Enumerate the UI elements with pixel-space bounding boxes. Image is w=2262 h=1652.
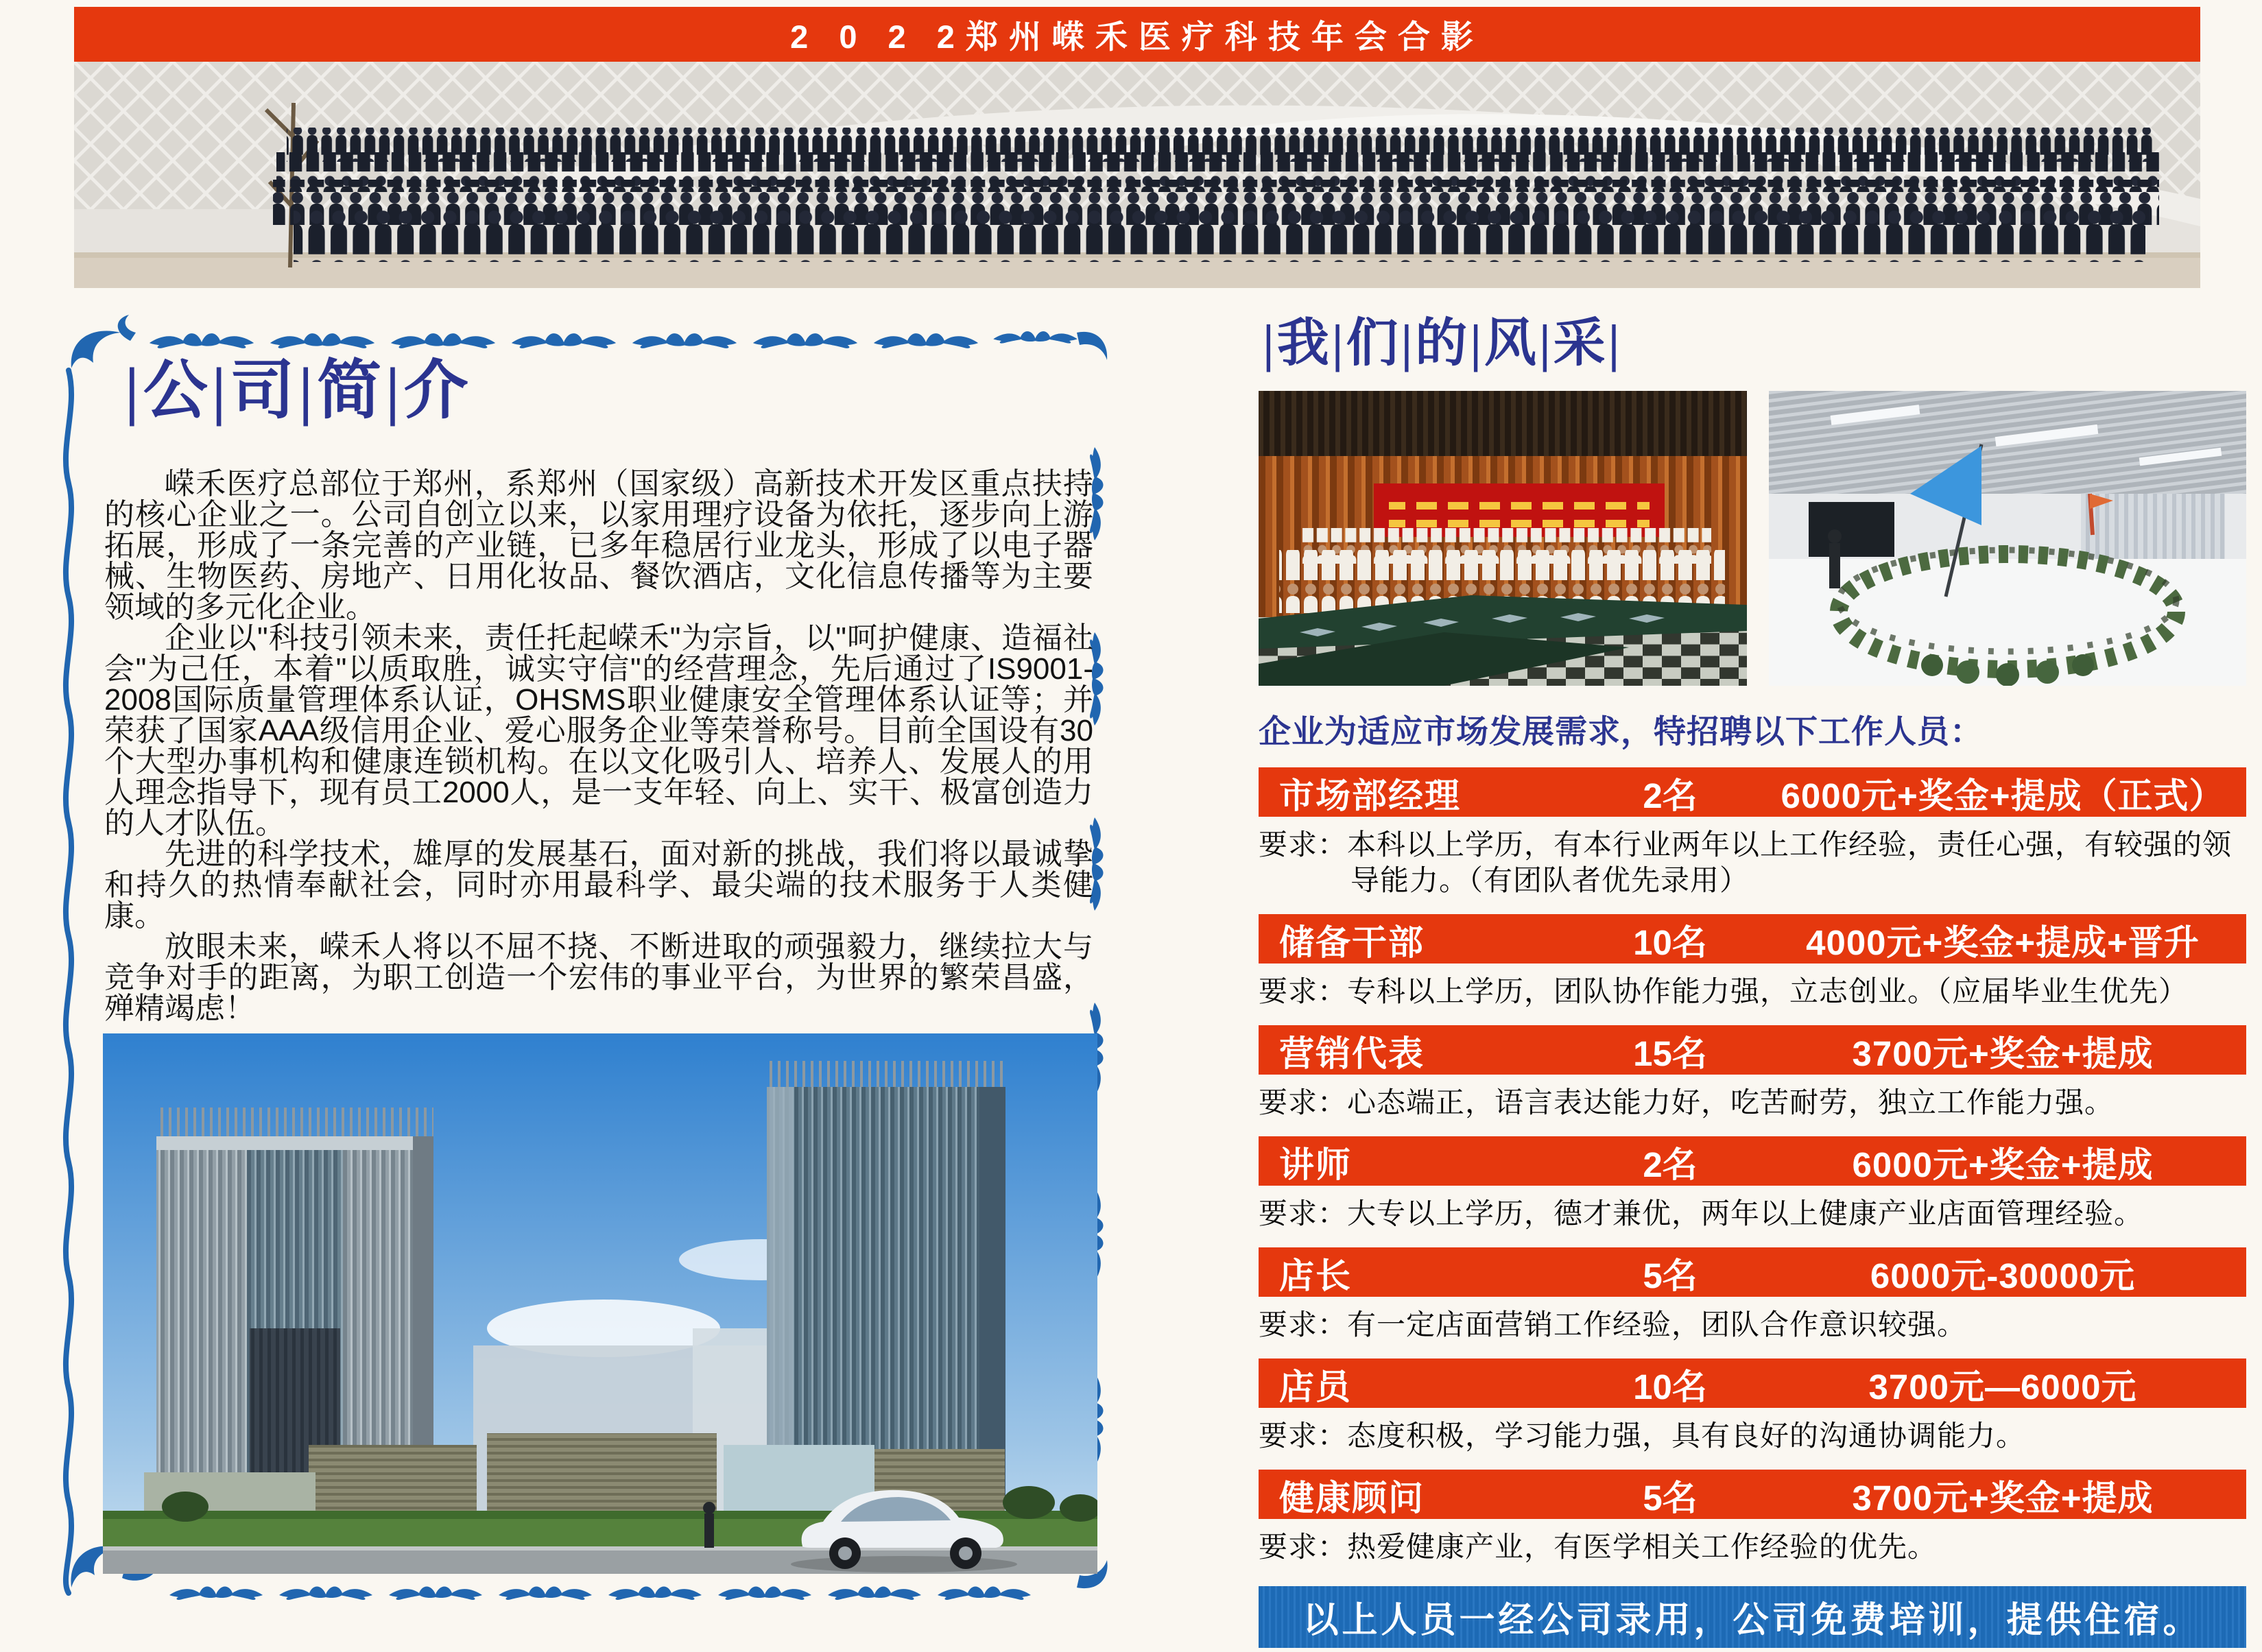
job-title: 健康顾问 [1279, 1478, 1425, 1518]
job-title: 店长 [1279, 1256, 1353, 1295]
job-requirement: 要求：本科以上学历，有本行业两年以上工作经验，责任心强，有较强的领导能力。（有团队者优先录用） [1259, 829, 2233, 897]
job-title: 店员 [1279, 1367, 1353, 1406]
job-title: 营销代表 [1279, 1033, 1425, 1073]
annual-meeting-group-photo [74, 62, 2200, 288]
job-count: 5名 [1643, 1256, 1698, 1295]
company-intro-panel [48, 305, 1128, 1642]
company-paragraph: 先进的科学技术，雄厚的发展基石，面对新的挑战，我们将以最诚挚和持久的热情奉献社会，同时亦用最科学、最尖端的技术服务于人类健康。 [104, 837, 1093, 933]
meeting-photo-illustration [1259, 391, 1747, 686]
job-requirement: 要求：热爱健康产业，有医学相关工作经验的优先。 [1259, 1531, 1938, 1564]
job-count: 15名 [1633, 1033, 1707, 1073]
company-paragraph: 嵘禾医疗总部位于郑州，系郑州（国家级）高新技术开发区重点扶持的核心企业之一。公司自创立以来，以家用理疗设备为依托，逐步向上游拓展，形成了一条完善的产业链，已多年稳居行业龙头，形成了以电子器械、生物医药、房地产、日用化妆品、餐饮酒店，文化信息传播等为主要领域的多元化企业。 [104, 467, 1093, 624]
footer-banner [1259, 1586, 2246, 1648]
job-title: 市场部经理 [1279, 776, 1462, 815]
job-band [1259, 1136, 2246, 1186]
job-salary: 6000元+奖金+提成（正式） [1781, 776, 2225, 815]
recruitment-panel [1259, 315, 2246, 1648]
job-salary: 3700元+奖金+提成 [1852, 1033, 2154, 1073]
job-requirement: 要求：专科以上学历，团队协作能力强，立志创业。（应届毕业生优先） [1259, 976, 2189, 1008]
company-paragraph: 企业以"科技引领未来，责任托起嵘禾"为宗旨，以"呵护健康、造福社会"为己任，本着"以质取胜，诚实守信"的经营理念，先后通过了IS9001-2008国际质量管理体系认证，OHSMS职业健康安全管理体系认证等；并荣获了国家AAA级信用企业、爱心服务企业等荣誉称号。目前全国设有30个大型办事机构和健康连锁机构。在以文化吸引人、培养人、发展人的用人理念指导下，现有员工2000人，是一支年轻、向上、实干、极富创造力的人才队伍。 [104, 621, 1093, 840]
meeting-photo [1259, 391, 1747, 686]
job-band [1259, 1025, 2246, 1075]
job-salary: 6000元+奖金+提成 [1852, 1145, 2154, 1184]
footer-banner-text: 以上人员一经公司录用，公司免费培训，提供住宿。 [1302, 1601, 2202, 1641]
job-count: 2名 [1643, 1145, 1698, 1184]
job-title: 储备干部 [1279, 922, 1425, 962]
job-band [1259, 1358, 2246, 1408]
event-banner-title: 2 0 2 2郑州嵘禾医疗科技年会合影 [790, 18, 1484, 55]
job-count: 10名 [1633, 922, 1707, 962]
event-banner [74, 7, 2200, 62]
company-description [104, 468, 1093, 1024]
job-count: 2名 [1643, 776, 1698, 815]
job-salary: 6000元-30000元 [1870, 1256, 2136, 1295]
job-count: 5名 [1643, 1478, 1698, 1518]
job-band [1259, 767, 2246, 817]
job-requirement: 要求：心态端正，语言表达能力好，吃苦耐劳，独立工作能力强。 [1259, 1087, 2115, 1119]
headquarters-photo [103, 1033, 1097, 1574]
company-paragraph: 放眼未来，嵘禾人将以不屈不挠、不断进取的顽强毅力，继续拉大与竞争对手的距离，为职工创造一个宏伟的事业平台，为世界的繁荣昌盛，殚精竭虑！ [104, 930, 1093, 1025]
headquarters-illustration [103, 1033, 1097, 1574]
group-photo-illustration [74, 62, 2200, 288]
job-band [1259, 1470, 2246, 1519]
company-section-title: |公|司|简|介 [125, 355, 473, 427]
job-band [1259, 1247, 2246, 1297]
job-count: 10名 [1633, 1367, 1707, 1406]
showcase-photos [1259, 391, 2246, 686]
job-requirement: 要求：大专以上学历，德才兼优，两年以上健康产业店面管理经验。 [1259, 1198, 2144, 1230]
job-salary: 3700元+奖金+提成 [1852, 1478, 2154, 1518]
job-requirement: 要求：态度积极，学习能力强，具有良好的沟通协调能力。 [1259, 1420, 2026, 1452]
showcase-section-title: |我|们|的|风|采| [1263, 315, 1623, 372]
job-band [1259, 914, 2246, 963]
training-photo [1769, 391, 2246, 686]
training-photo-illustration [1769, 391, 2246, 686]
job-requirement: 要求：有一定店面营销工作经验，团队合作意识较强。 [1259, 1309, 1967, 1341]
job-salary: 4000元+奖金+提成+晋升 [1806, 922, 2200, 962]
job-title: 讲师 [1279, 1145, 1353, 1184]
recruit-intro: 企业为适应市场发展需求，特招聘以下工作人员： [1259, 713, 1983, 750]
job-salary: 3700元—6000元 [1868, 1367, 2137, 1406]
